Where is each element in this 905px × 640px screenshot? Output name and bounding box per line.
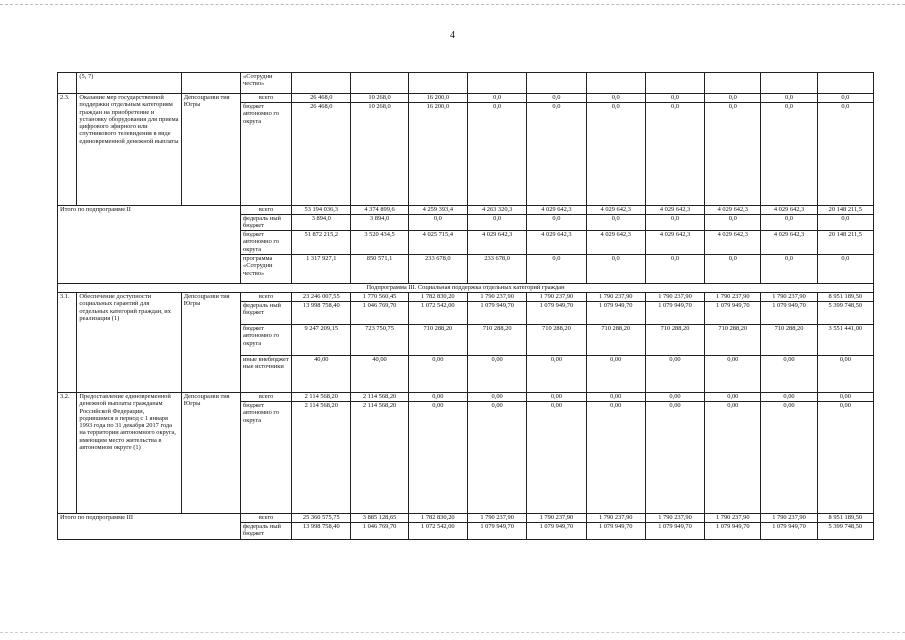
- value-cell: 0,0: [761, 94, 817, 103]
- value-cell: 1 079 949,70: [761, 523, 817, 540]
- value-cell: 710 288,20: [761, 325, 817, 356]
- value-cell: 0,00: [467, 393, 526, 402]
- table-row: [58, 393, 874, 402]
- subtotal-label-cell: Итого по подпрограмме III: [58, 514, 241, 540]
- measure-name-cell: (5, 7): [77, 73, 181, 94]
- value-cell: 51 872 215,2: [292, 231, 351, 255]
- value-cell: 10 268,0: [351, 103, 408, 206]
- value-cell: 0,00: [761, 402, 817, 514]
- value-cell: 1 790 237,90: [527, 293, 586, 302]
- value-cell: 26 468,0: [292, 103, 351, 206]
- value-cell: 710 288,20: [705, 325, 761, 356]
- value-cell: 850 571,1: [351, 255, 408, 284]
- value-cell: 1 790 237,90: [705, 514, 761, 523]
- value-cell: 5 399 748,50: [817, 302, 873, 325]
- value-cell: [817, 73, 873, 94]
- value-cell: 9 247 209,15: [292, 325, 351, 356]
- measure-name-cell: Обеспечение доступности социальных гарантий для отдельных категорий граждан, их реализация (1): [77, 293, 181, 393]
- value-cell: [467, 73, 526, 94]
- value-cell: 0,0: [705, 255, 761, 284]
- value-cell: 0,0: [645, 94, 704, 103]
- value-cell: 4 029 642,3: [527, 206, 586, 215]
- value-cell: 1 079 949,70: [705, 302, 761, 325]
- source-cell: всего: [241, 94, 292, 103]
- executor-cell: Депсоцразви тия Югры: [181, 393, 240, 514]
- source-cell: бюджет автономно го округа: [241, 402, 292, 514]
- table-row: [58, 206, 874, 215]
- value-cell: 0,00: [645, 356, 704, 393]
- value-cell: 1 079 949,70: [586, 302, 645, 325]
- value-cell: 0,0: [645, 255, 704, 284]
- value-cell: 1 079 949,70: [467, 302, 526, 325]
- value-cell: 20 148 211,5: [817, 231, 873, 255]
- value-cell: 3 520 434,5: [351, 231, 408, 255]
- value-cell: 710 288,20: [527, 325, 586, 356]
- value-cell: 233 678,0: [467, 255, 526, 284]
- value-cell: 23 246 007,55: [292, 293, 351, 302]
- value-cell: 2 114 568,20: [292, 393, 351, 402]
- source-cell: всего: [241, 393, 292, 402]
- value-cell: 0,00: [586, 402, 645, 514]
- value-cell: 0,00: [817, 402, 873, 514]
- value-cell: 1 079 949,70: [527, 523, 586, 540]
- value-cell: 0,00: [467, 402, 526, 514]
- value-cell: 13 998 758,40: [292, 523, 351, 540]
- value-cell: 1 790 237,90: [705, 293, 761, 302]
- value-cell: 0,00: [527, 393, 586, 402]
- value-cell: 0,0: [761, 255, 817, 284]
- value-cell: 1 790 237,90: [761, 293, 817, 302]
- value-cell: 0,0: [527, 94, 586, 103]
- value-cell: 1 790 237,90: [645, 293, 704, 302]
- number-cell: 3.1.: [58, 293, 77, 393]
- value-cell: 0,0: [645, 215, 704, 231]
- number-cell: 3.2.: [58, 393, 77, 514]
- value-cell: 25 360 575,75: [292, 514, 351, 523]
- table-row: [58, 514, 874, 523]
- value-cell: [705, 73, 761, 94]
- value-cell: 4 029 642,3: [645, 231, 704, 255]
- value-cell: 1 079 949,70: [645, 523, 704, 540]
- table-row: [58, 73, 874, 94]
- value-cell: 1 790 237,90: [467, 293, 526, 302]
- value-cell: 2 114 568,20: [351, 393, 408, 402]
- value-cell: 0,0: [705, 94, 761, 103]
- source-cell: бюджет автономно го округа: [241, 231, 292, 255]
- value-cell: 0,0: [586, 94, 645, 103]
- value-cell: 1 079 949,70: [645, 302, 704, 325]
- value-cell: 1 046 769,70: [351, 302, 408, 325]
- value-cell: 0,00: [527, 356, 586, 393]
- value-cell: 4 259 393,4: [408, 206, 467, 215]
- value-cell: [292, 73, 351, 94]
- value-cell: 1 317 927,1: [292, 255, 351, 284]
- table-body: [58, 73, 874, 540]
- value-cell: 3 885 128,65: [351, 514, 408, 523]
- value-cell: 4 374 899,6: [351, 206, 408, 215]
- value-cell: 0,00: [408, 393, 467, 402]
- value-cell: 8 951 189,50: [817, 293, 873, 302]
- source-cell: федераль ный бюджет: [241, 523, 292, 540]
- value-cell: 0,0: [527, 215, 586, 231]
- value-cell: [527, 73, 586, 94]
- value-cell: 723 750,75: [351, 325, 408, 356]
- value-cell: 1 790 237,90: [586, 293, 645, 302]
- value-cell: 0,00: [467, 356, 526, 393]
- value-cell: 1 782 830,20: [408, 293, 467, 302]
- value-cell: 0,0: [527, 103, 586, 206]
- value-cell: 0,0: [817, 94, 873, 103]
- value-cell: 2 114 568,20: [292, 402, 351, 514]
- measure-name-cell: Оказание мер государственной поддержки отдельным категориям граждан на приобретение и установку оборудования для приема цифрового эфирного или спутникового телевидения в виде единовременной денежной выплаты: [77, 94, 181, 206]
- value-cell: 1 079 949,70: [705, 523, 761, 540]
- table-row: [58, 284, 874, 293]
- value-cell: 1 770 560,45: [351, 293, 408, 302]
- scan-edge-top: [0, 4, 905, 5]
- value-cell: 4 029 642,3: [705, 231, 761, 255]
- value-cell: 0,0: [467, 103, 526, 206]
- value-cell: 53 194 036,3: [292, 206, 351, 215]
- value-cell: 0,00: [705, 356, 761, 393]
- value-cell: 1 790 237,90: [645, 514, 704, 523]
- executor-cell: Депсоцразви тия Югры: [181, 293, 240, 393]
- number-cell: [58, 73, 77, 94]
- value-cell: 1 079 949,70: [586, 523, 645, 540]
- value-cell: 4 025 715,4: [408, 231, 467, 255]
- value-cell: 4 029 642,3: [761, 206, 817, 215]
- section-title-cell: Подпрограмма III. Социальная поддержка отдельных категорий граждан: [58, 284, 874, 293]
- program-finance-table: [57, 72, 874, 540]
- value-cell: 10 268,0: [351, 94, 408, 103]
- subtotal-label-cell: Итого по подпрограмме II: [58, 206, 241, 284]
- value-cell: 4 029 642,3: [467, 231, 526, 255]
- value-cell: 0,0: [586, 215, 645, 231]
- value-cell: [645, 73, 704, 94]
- value-cell: 1 790 237,90: [467, 514, 526, 523]
- value-cell: 1 072 542,00: [408, 302, 467, 325]
- scan-edge-bottom: [0, 632, 905, 633]
- value-cell: 233 678,0: [408, 255, 467, 284]
- value-cell: 0,00: [645, 393, 704, 402]
- source-cell: бюджет автономно го округа: [241, 325, 292, 356]
- value-cell: 0,0: [761, 215, 817, 231]
- value-cell: 4 029 642,3: [761, 231, 817, 255]
- value-cell: 40,00: [351, 356, 408, 393]
- value-cell: 4 029 642,3: [705, 206, 761, 215]
- value-cell: 1 782 830,20: [408, 514, 467, 523]
- number-cell: 2.3.: [58, 94, 77, 206]
- value-cell: 1 079 949,70: [761, 302, 817, 325]
- source-cell: федераль ный бюджет: [241, 215, 292, 231]
- value-cell: 0,0: [527, 255, 586, 284]
- source-cell: всего: [241, 206, 292, 215]
- value-cell: 0,0: [817, 215, 873, 231]
- value-cell: 26 468,0: [292, 94, 351, 103]
- value-cell: 0,00: [408, 356, 467, 393]
- source-cell: «Сотрудни чество»: [241, 73, 292, 94]
- value-cell: 710 288,20: [408, 325, 467, 356]
- value-cell: 0,0: [586, 255, 645, 284]
- value-cell: 0,00: [705, 402, 761, 514]
- value-cell: 4 029 642,3: [586, 206, 645, 215]
- value-cell: 0,0: [467, 94, 526, 103]
- value-cell: 0,00: [761, 356, 817, 393]
- value-cell: 0,0: [645, 103, 704, 206]
- value-cell: 0,0: [817, 103, 873, 206]
- value-cell: 710 288,20: [467, 325, 526, 356]
- source-cell: всего: [241, 514, 292, 523]
- value-cell: 1 790 237,90: [761, 514, 817, 523]
- source-cell: бюджет автономно го округа: [241, 103, 292, 206]
- value-cell: 0,0: [705, 103, 761, 206]
- value-cell: 0,0: [817, 255, 873, 284]
- value-cell: 4 029 642,3: [645, 206, 704, 215]
- value-cell: 20 148 211,5: [817, 206, 873, 215]
- value-cell: 4 263 320,3: [467, 206, 526, 215]
- value-cell: 1 072 542,00: [408, 523, 467, 540]
- value-cell: 3 894,0: [351, 215, 408, 231]
- value-cell: 710 288,20: [586, 325, 645, 356]
- value-cell: 0,00: [586, 393, 645, 402]
- value-cell: 3 551 441,00: [817, 325, 873, 356]
- value-cell: 0,00: [817, 356, 873, 393]
- executor-cell: Депсоцразви тия Югры: [181, 94, 240, 206]
- value-cell: 16 200,0: [408, 94, 467, 103]
- value-cell: [351, 73, 408, 94]
- value-cell: [761, 73, 817, 94]
- value-cell: 1 790 237,90: [527, 514, 586, 523]
- table-row: [58, 293, 874, 302]
- value-cell: 710 288,20: [645, 325, 704, 356]
- value-cell: 0,00: [645, 402, 704, 514]
- value-cell: 0,0: [467, 215, 526, 231]
- value-cell: 0,00: [817, 393, 873, 402]
- value-cell: [408, 73, 467, 94]
- value-cell: 0,0: [408, 215, 467, 231]
- value-cell: 0,0: [586, 103, 645, 206]
- value-cell: 40,00: [292, 356, 351, 393]
- value-cell: 1 079 949,70: [527, 302, 586, 325]
- value-cell: 3 894,0: [292, 215, 351, 231]
- measure-name-cell: Предоставление единовременной денежной выплаты гражданам Российской Федерации, родившимся в период с 1 января 1993 года по 31 декабря 2017 года на территории автономного округа, имеющим место жительства в автономном округе (1): [77, 393, 181, 514]
- executor-cell: [181, 73, 240, 94]
- source-cell: федераль ный бюджет: [241, 302, 292, 325]
- value-cell: 4 029 642,3: [527, 231, 586, 255]
- value-cell: 5 399 748,50: [817, 523, 873, 540]
- value-cell: 2 114 568,20: [351, 402, 408, 514]
- value-cell: 1 046 769,70: [351, 523, 408, 540]
- page-number: 4: [450, 30, 455, 41]
- value-cell: 0,00: [761, 393, 817, 402]
- value-cell: 16 200,0: [408, 103, 467, 206]
- value-cell: 13 998 758,40: [292, 302, 351, 325]
- value-cell: [586, 73, 645, 94]
- value-cell: 0,0: [705, 215, 761, 231]
- value-cell: 0,00: [586, 356, 645, 393]
- value-cell: 4 029 642,3: [586, 231, 645, 255]
- value-cell: 0,00: [408, 402, 467, 514]
- source-cell: всего: [241, 293, 292, 302]
- value-cell: 0,00: [705, 393, 761, 402]
- source-cell: программа «Сотрудни чество»: [241, 255, 292, 284]
- value-cell: 1 790 237,90: [586, 514, 645, 523]
- table-row: [58, 94, 874, 103]
- value-cell: 1 079 949,70: [467, 523, 526, 540]
- value-cell: 8 951 189,50: [817, 514, 873, 523]
- value-cell: 0,00: [527, 402, 586, 514]
- source-cell: иные внебюджет ные источники: [241, 356, 292, 393]
- value-cell: 0,0: [761, 103, 817, 206]
